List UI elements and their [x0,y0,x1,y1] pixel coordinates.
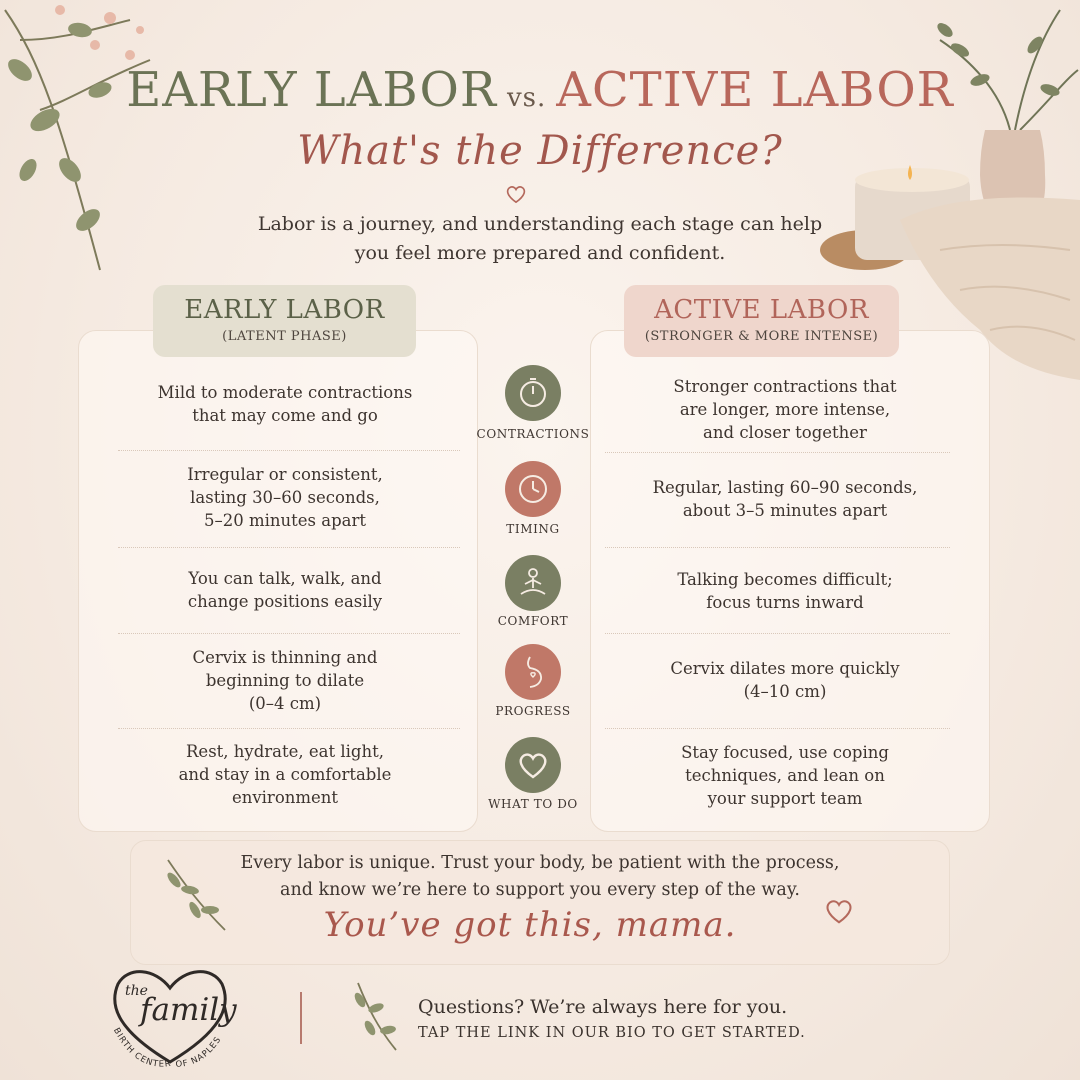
active-row-line: focus turns inward [706,593,864,612]
early-row-line: Irregular or consistent, [187,465,383,484]
early-row-line: Mild to moderate contractions [157,383,413,402]
intro-text [200,210,880,268]
active-row-what-to-do [605,741,965,810]
logo-arc-text: BIRTH CENTER OF NAPLES [111,1026,224,1067]
active-row-progress [605,657,965,703]
active-row-line: about 3–5 minutes apart [682,501,888,520]
early-row-line: You can talk, walk, and [188,569,382,588]
encouragement-script: You’ve got this, mama. [323,905,737,945]
row-divider [605,547,950,548]
svg-text:BIRTH CENTER OF NAPLES [111,1026,224,1067]
active-row-timing [605,476,965,522]
category-label-comfort: COMFORT [497,614,569,628]
row-divider [605,728,950,729]
active-heading-text: ACTIVE LABOR [654,295,869,325]
encouragement-line-2: and know we’re here to support you every step of the way. [280,880,800,900]
footer-cta-link[interactable]: TAP THE LINK IN OUR BIO TO GET STARTED. [418,1025,806,1041]
title-vs: vs. [506,83,547,113]
early-row-timing [105,463,465,532]
early-heading-text: EARLY LABOR [184,295,385,325]
intro-line-1: Labor is a journey, and understanding each stage can help [257,213,823,235]
leaf-sprig-icon [348,978,403,1053]
clock-icon [505,461,561,517]
meditation-icon [505,555,561,611]
active-row-line: techniques, and lean on [685,766,885,785]
early-row-comfort [105,567,465,613]
early-row-line: environment [231,788,339,807]
row-divider [605,633,950,634]
early-row-line: change positions easily [187,592,383,611]
heart-icon [505,737,561,793]
heart-outline-icon [505,184,527,204]
encouragement-line-1: Every labor is unique. Trust your body, be patient with the process, [240,853,840,873]
active-row-line: your support team [707,789,863,808]
pregnant-belly-icon [505,644,561,700]
active-row-contractions [605,375,965,444]
early-row-line: (0–4 cm) [248,694,322,713]
active-row-line: Stay focused, use coping [681,743,889,762]
subtitle: What's the Difference? [297,128,783,174]
early-row-line: and stay in a comfortable [178,765,392,784]
early-row-progress [105,646,465,715]
active-row-line: Cervix dilates more quickly [670,659,900,678]
page-title [0,62,1080,118]
footer-divider [300,992,302,1044]
active-row-comfort [605,568,965,614]
logo-family: family [140,992,237,1028]
heart-outline-icon [824,897,854,925]
footer-question: Questions? We’re always here for you. [418,996,788,1018]
early-row-line: 5–20 minutes apart [203,511,367,530]
early-row-line: Cervix is thinning and [192,648,378,667]
intro-line-2: you feel more prepared and confident. [354,242,726,264]
row-divider [118,728,460,729]
active-row-line: are longer, more intense, [679,400,891,419]
row-divider [118,450,460,451]
active-row-line: (4–10 cm) [743,682,827,701]
title-active-labor: ACTIVE LABOR [556,62,954,118]
early-row-line: beginning to dilate [205,671,365,690]
category-label-progress: PROGRESS [495,704,571,718]
early-row-contractions [105,381,465,427]
early-row-line: lasting 30–60 seconds, [190,488,380,507]
early-row-line: Rest, hydrate, eat light, [186,742,384,761]
early-subheading-text: (LATENT PHASE) [222,329,347,344]
category-label-what-to-do: WHAT TO DO [488,797,578,811]
early-row-what-to-do [105,740,465,809]
encouragement-text [200,850,880,904]
active-row-line: Talking becomes difficult; [677,570,893,589]
active-subheading-text: (STRONGER & MORE INTENSE) [644,329,879,344]
logo-the: the [125,983,148,999]
row-divider [118,547,460,548]
active-row-line: and closer together [703,423,867,442]
early-labor-heading [153,285,416,357]
early-row-line: that may come and go [192,406,378,425]
category-label-contractions: CONTRACTIONS [476,427,590,441]
active-row-line: Regular, lasting 60–90 seconds, [652,478,918,497]
row-divider [118,633,460,634]
title-early-labor: EARLY LABOR [126,62,497,118]
active-labor-heading [624,285,899,357]
stopwatch-icon [505,365,561,421]
row-divider [605,452,950,453]
active-row-line: Stronger contractions that [673,377,897,396]
category-label-timing: TIMING [506,522,560,536]
